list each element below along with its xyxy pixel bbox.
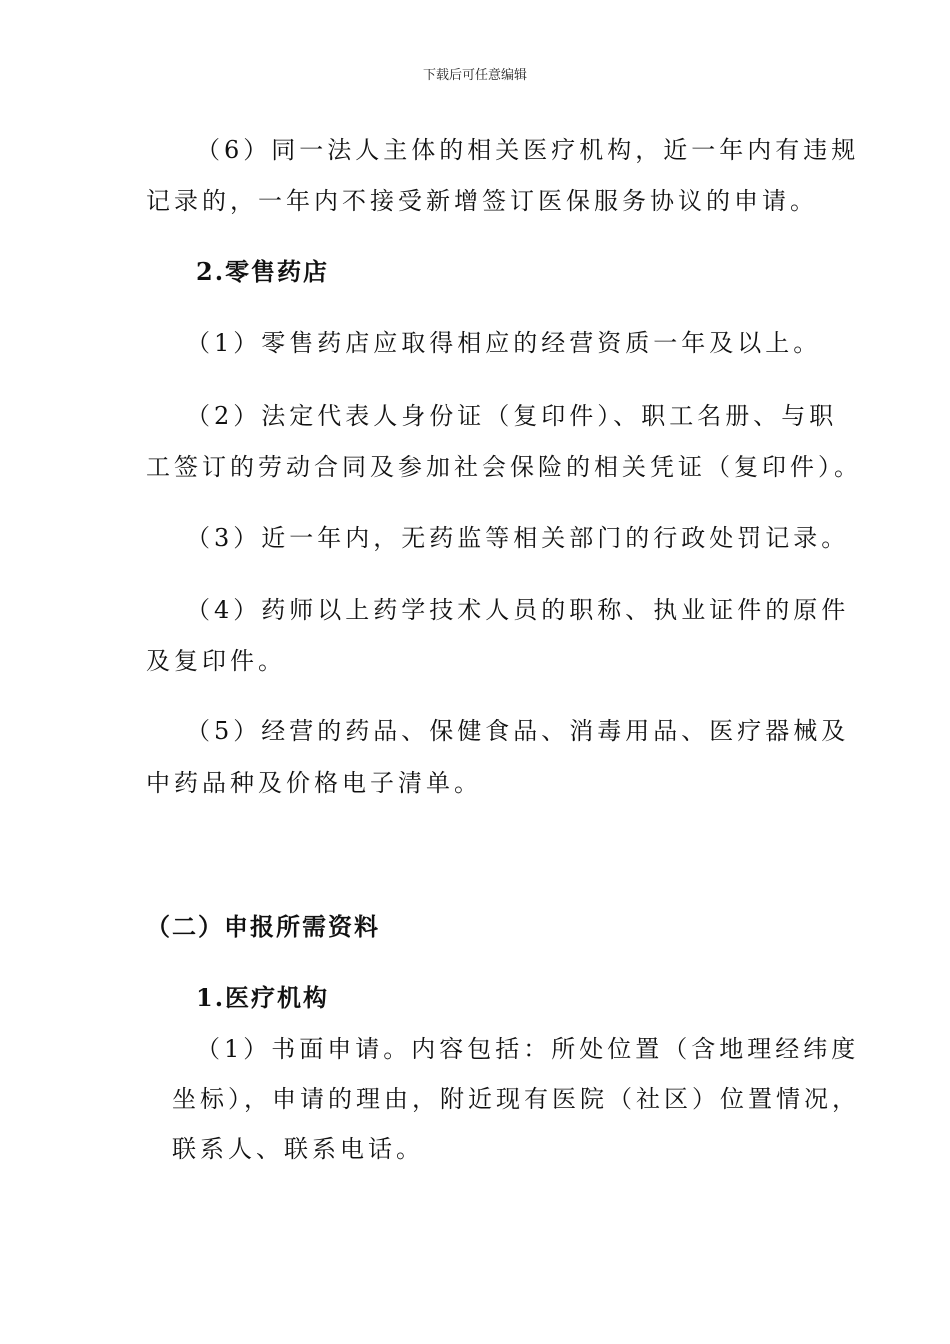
retail-item-5-line1: （5）经营的药品、保健食品、消毒用品、医疗器械及	[186, 717, 850, 745]
retail-item-2-line2: 工签订的劳动合同及参加社会保险的相关凭证（复印件）。	[146, 453, 862, 481]
retail-item-1: （1）零售药店应取得相应的经营资质一年及以上。	[186, 329, 822, 357]
retail-item-4-line2: 及复印件。	[146, 647, 286, 675]
item6-line2: 记录的，一年内不接受新增签订医保服务协议的申请。	[146, 187, 818, 215]
retail-item-3: （3）近一年内，无药监等相关部门的行政处罚记录。	[186, 524, 850, 552]
section-heading-required-materials: （二）申报所需资料	[146, 912, 380, 941]
medical-item-1-line3: 联系人、联系电话。	[172, 1135, 424, 1163]
retail-item-2-line1: （2）法定代表人身份证（复印件）、职工名册、与职	[186, 402, 838, 430]
retail-item-5-line2: 中药品种及价格电子清单。	[146, 769, 482, 797]
subsection-heading-medical-institution: 1.医疗机构	[196, 983, 330, 1012]
section-heading-retail-pharmacy: 2.零售药店	[196, 257, 330, 286]
medical-item-1-line2: 坐标），申请的理由，附近现有医院（社区）位置情况，	[172, 1085, 860, 1113]
retail-item-4-line1: （4）药师以上药学技术人员的职称、执业证件的原件	[186, 596, 850, 624]
medical-item-1-line1: （1）书面申请。内容包括：所处位置（含地理经纬度	[196, 1035, 860, 1063]
page-header: 下载后可任意编辑	[422, 68, 527, 83]
item6-line1: （6）同一法人主体的相关医疗机构，近一年内有违规	[196, 136, 860, 164]
